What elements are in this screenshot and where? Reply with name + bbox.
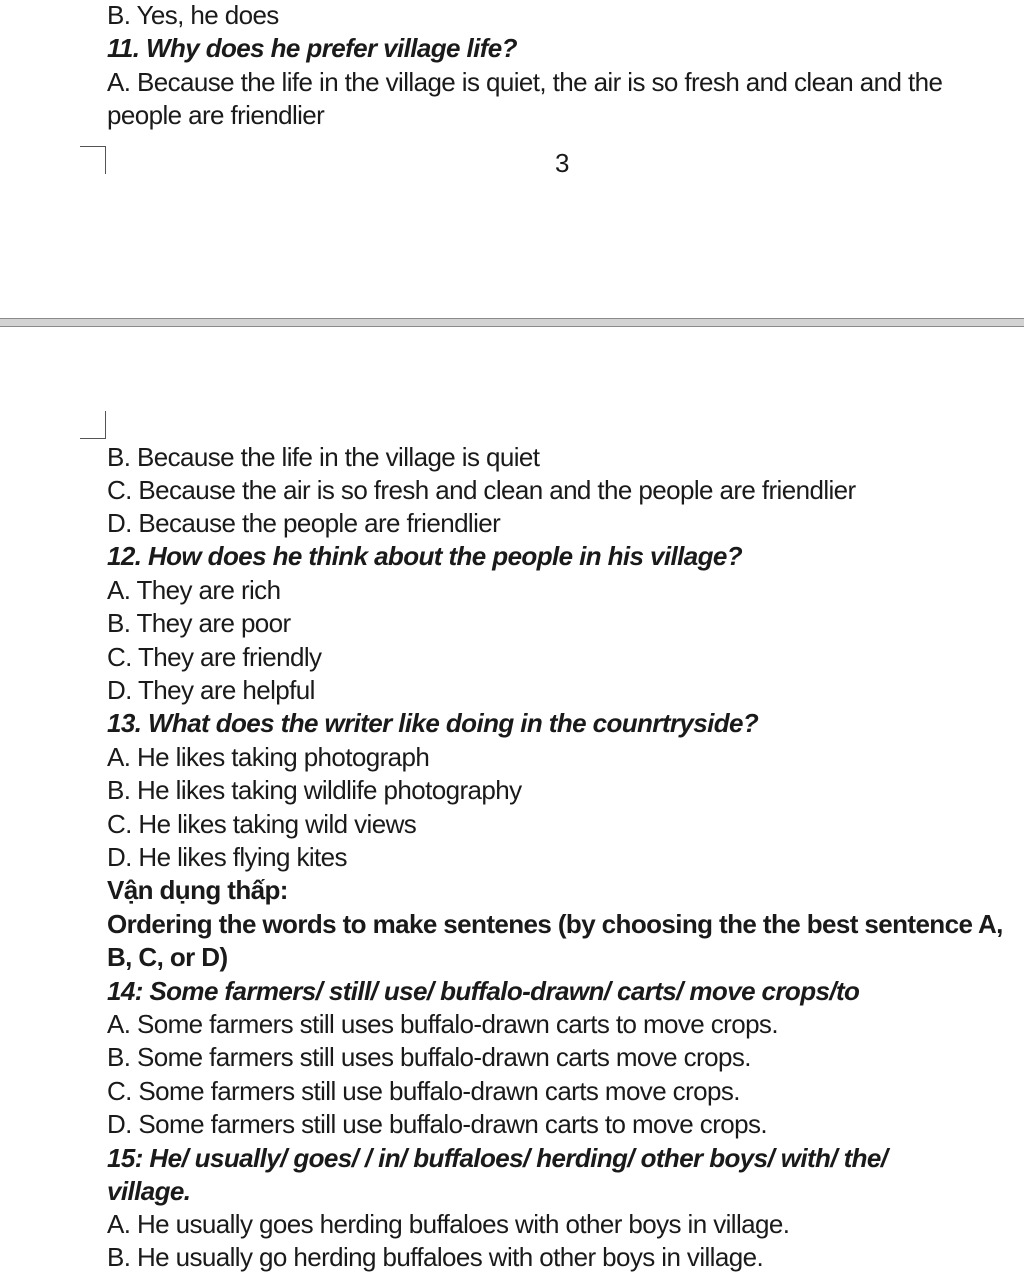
- question-14: 14: Some farmers/ still/ use/ buffalo-drawn/ carts/ move crops/to: [107, 976, 860, 1006]
- option-12-c: C. They are friendly: [107, 642, 322, 672]
- option-13-c: C. He likes taking wild views: [107, 809, 417, 839]
- page-break-separator: [0, 318, 1024, 327]
- instruction-line1: Ordering the words to make sentenes (by choosing the the best sentence A,: [107, 909, 1003, 939]
- option-14-a: A. Some farmers still uses buffalo-drawn carts to move crops.: [107, 1009, 778, 1039]
- question-11: 11. Why does he prefer village life?: [107, 33, 517, 63]
- option-13-a: A. He likes taking photograph: [107, 742, 430, 772]
- question-15-line2: village.: [107, 1176, 191, 1206]
- option-14-b: B. Some farmers still uses buffalo-drawn carts move crops.: [107, 1042, 751, 1072]
- question-12: 12. How does he think about the people in his village?: [107, 541, 743, 571]
- option-11-c: C. Because the air is so fresh and clean and the people are friendlier: [107, 475, 856, 505]
- section-title: Vận dụng thấp:: [107, 875, 288, 905]
- question-15-line1: 15: He/ usually/ goes/ / in/ buffaloes/ herding/ other boys/ with/ the/: [107, 1143, 888, 1173]
- margin-corner-mark-top: [80, 146, 106, 174]
- instruction-line2: B, C, or D): [107, 942, 228, 972]
- option-11-d: D. Because the people are friendlier: [107, 508, 501, 538]
- question-13: 13. What does the writer like doing in the counrtryside?: [107, 708, 759, 738]
- page-number: 3: [555, 148, 570, 178]
- option-11-b-prev: B. Yes, he does: [107, 0, 279, 30]
- option-15-a: A. He usually goes herding buffaloes with other boys in village.: [107, 1209, 790, 1239]
- option-12-a: A. They are rich: [107, 575, 281, 605]
- option-13-b: B. He likes taking wildlife photography: [107, 775, 522, 805]
- option-12-b: B. They are poor: [107, 608, 291, 638]
- option-14-d: D. Some farmers still use buffalo-drawn carts to move crops.: [107, 1109, 767, 1139]
- option-11-a-line2: people are friendlier: [107, 100, 325, 130]
- option-13-d: D. He likes flying kites: [107, 842, 347, 872]
- option-15-b: B. He usually go herding buffaloes with other boys in village.: [107, 1242, 764, 1272]
- margin-corner-mark-bottom: [80, 411, 106, 439]
- option-11-a-line1: A. Because the life in the village is quiet, the air is so fresh and clean and the: [107, 67, 943, 97]
- option-11-b: B. Because the life in the village is quiet: [107, 442, 540, 472]
- option-14-c: C. Some farmers still use buffalo-drawn carts move crops.: [107, 1076, 740, 1106]
- option-12-d: D. They are helpful: [107, 675, 315, 705]
